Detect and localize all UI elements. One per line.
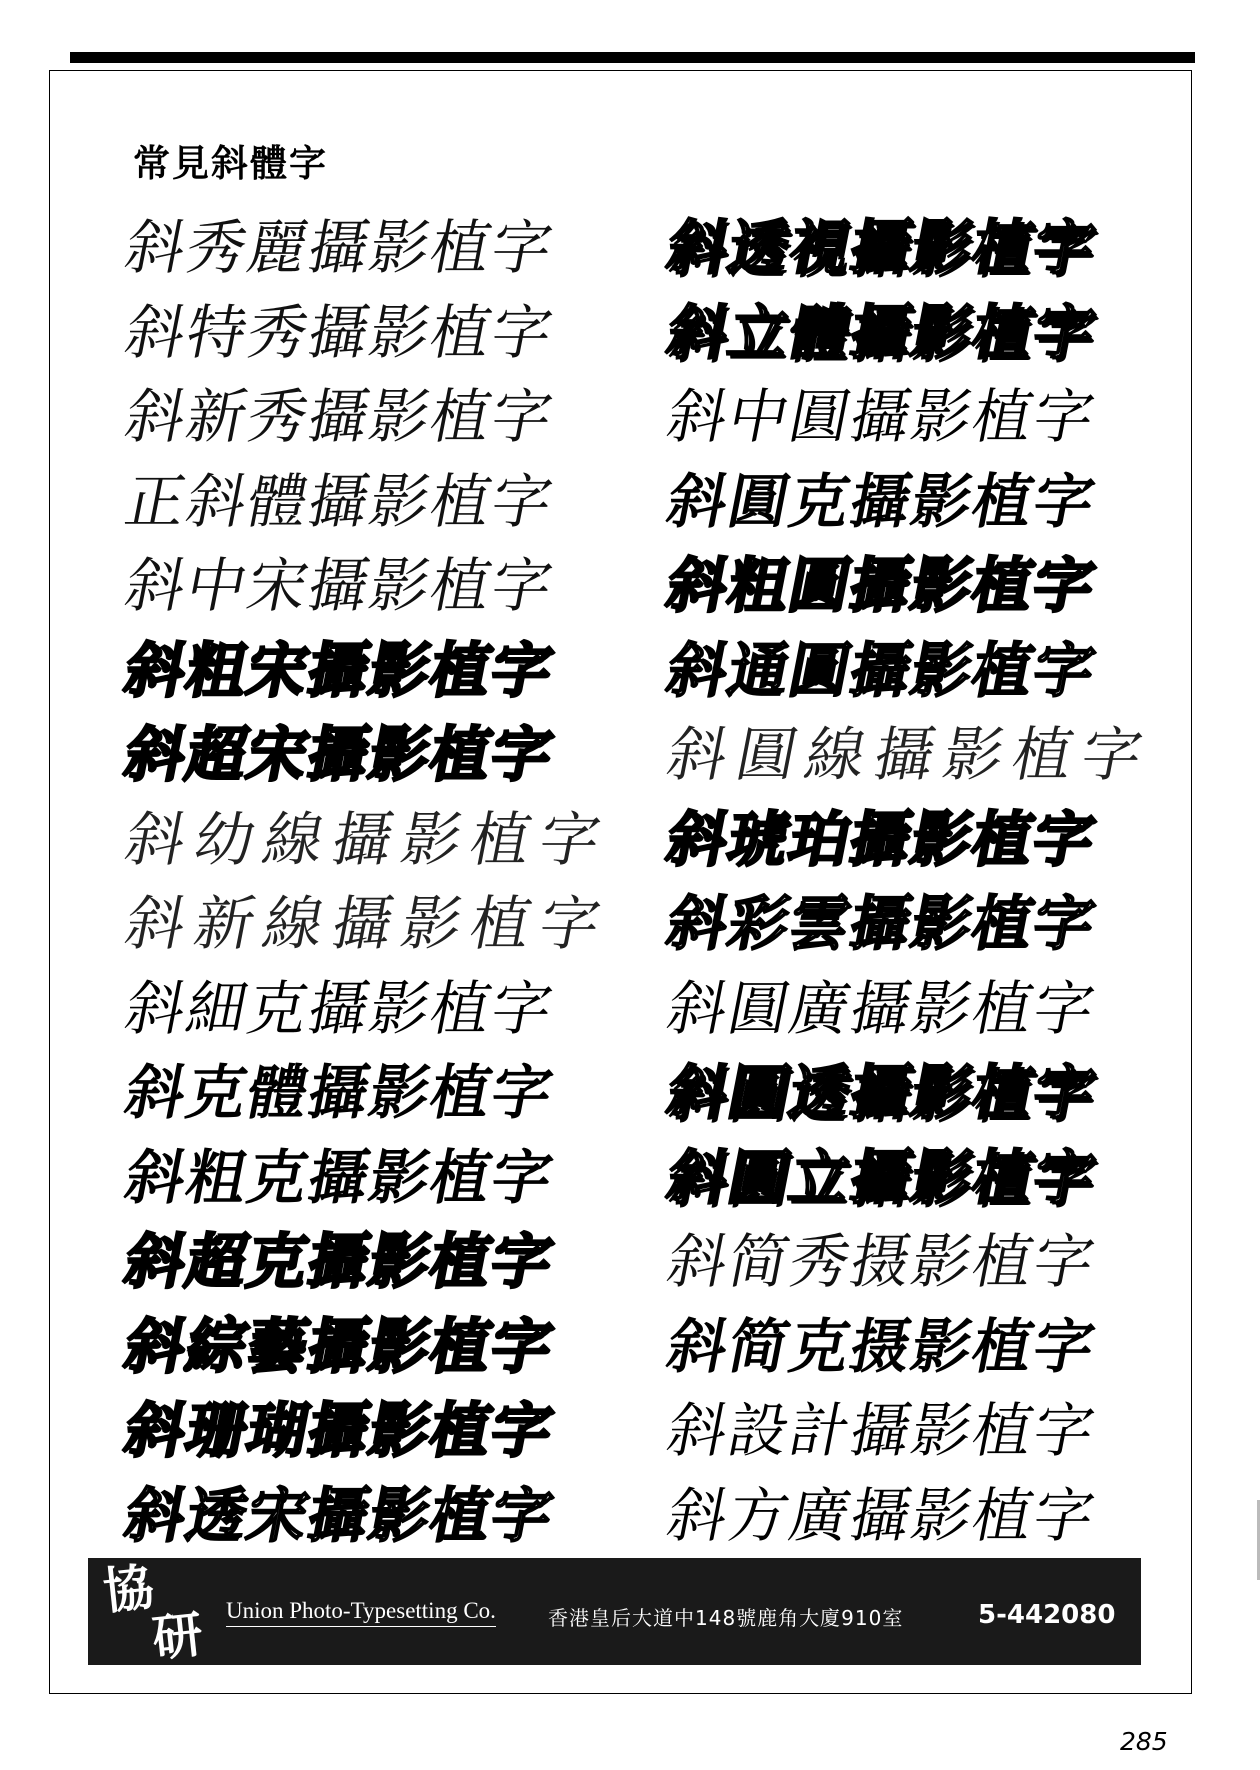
font-sample: 斜設計攝影植字 (661, 1396, 1103, 1465)
logo-character-2: 研 (149, 1604, 206, 1669)
font-sample: 斜透宋攝影植字 (119, 1480, 561, 1550)
font-sample: 斜简秀摄影植字 (661, 1227, 1103, 1296)
right-sample-column (660, 206, 1159, 1558)
font-sample: 斜圓透攝影植字 (661, 1058, 1103, 1127)
font-sample: 斜超克攝影植字 (119, 1227, 561, 1296)
font-sample: 斜新線攝影植字 (119, 889, 617, 958)
font-sample: 斜简克摄影植字 (661, 1311, 1103, 1381)
font-sample: 斜中宋攝影植字 (119, 551, 561, 620)
font-sample: 斜秀麗攝影植字 (119, 213, 561, 282)
font-sample: 斜方廣攝影植字 (661, 1480, 1103, 1550)
font-sample: 斜圓線攝影植字 (661, 720, 1159, 789)
font-sample: 斜粗圓攝影植字 (661, 551, 1103, 620)
font-sample: 斜細克攝影植字 (119, 973, 561, 1043)
font-sample: 斜特秀攝影植字 (119, 297, 561, 367)
font-sample: 斜粗宋攝影植字 (119, 635, 561, 705)
font-sample: 斜圓廣攝影植字 (661, 973, 1103, 1043)
font-sample: 斜幼線攝影植字 (119, 804, 617, 874)
font-sample: 斜立體攝影植字 (661, 297, 1103, 367)
page-heading: 常見斜體字 (133, 142, 328, 185)
font-sample: 正斜體攝影植字 (119, 466, 561, 536)
advertisement-banner (88, 1556, 1141, 1669)
top-rule (70, 52, 1195, 63)
font-sample: 斜中圓攝影植字 (661, 382, 1103, 451)
font-sample: 斜新秀攝影植字 (119, 382, 561, 451)
font-sample: 斜克體攝影植字 (119, 1058, 561, 1127)
page-number: 285 (1120, 1727, 1168, 1756)
font-sample: 斜彩雲攝影植字 (661, 889, 1103, 958)
company-phone: 5-442080 (978, 1600, 1116, 1630)
company-name: Union Photo-Typesetting Co. (226, 1598, 496, 1627)
left-sample-column (118, 206, 617, 1558)
font-sample: 斜粗克攝影植字 (119, 1142, 561, 1212)
company-logo (101, 1557, 205, 1668)
font-sample: 斜圓立攝影植字 (661, 1142, 1103, 1212)
font-sample: 斜超宋攝影植字 (119, 720, 561, 789)
font-sample: 斜透視攝影植字 (661, 213, 1103, 282)
font-sample: 斜圓克攝影植字 (661, 466, 1103, 536)
logo-character-1: 協 (100, 1556, 157, 1621)
font-sample: 斜通圓攝影植字 (661, 635, 1103, 705)
font-sample: 斜琥珀攝影植字 (661, 804, 1103, 874)
font-sample: 斜綜藝攝影植字 (119, 1311, 561, 1381)
company-address: 香港皇后大道中148號鹿角大廈910室 (548, 1606, 904, 1630)
font-sample: 斜珊瑚攝影植字 (119, 1396, 561, 1465)
